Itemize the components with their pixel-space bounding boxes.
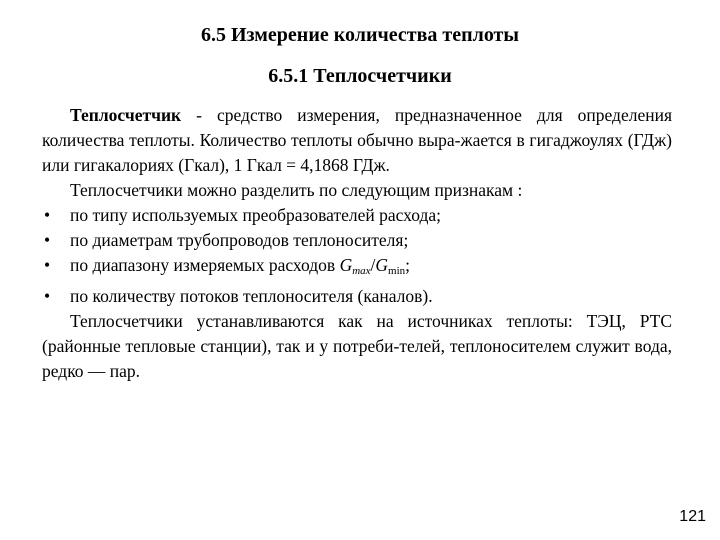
formula-sub-max: max (352, 265, 371, 277)
bullet-icon: • (44, 205, 51, 225)
list-item-text: по количеству потоков теплоносителя (каналов). (70, 286, 433, 306)
subsection-heading: 6.5.1 Теплосчетчики (268, 65, 452, 87)
bullet-icon: • (44, 255, 51, 275)
list-item-text: по диаметрам трубопроводов теплоносителя; (70, 230, 409, 250)
body-text (42, 103, 672, 384)
page-number: 121 (679, 508, 706, 525)
formula-g-min: G (375, 255, 389, 275)
bullet-icon: • (44, 230, 51, 250)
bullet-icon: • (44, 286, 51, 306)
list-item (42, 203, 672, 228)
formula-sub-min: min (388, 265, 406, 277)
list-item (42, 253, 672, 284)
list-item-text: по диапазону измеряемых расходов (70, 255, 340, 275)
list-item-text: по типу используемых преобразователей расхода; (70, 205, 442, 225)
definition-text: - средство измерения, предназначенное для определения количества теплоты. Количество теплоты обычно выра-жается в гигаджоулях (ГДж) или гигакалориях (Гкал), 1 Гкал = 4,1868 ГДж. (42, 105, 672, 175)
intro-paragraph: Теплосчетчики можно разделить по следующим признакам : (70, 180, 523, 200)
criteria-list (42, 203, 672, 309)
list-item (42, 284, 672, 309)
closing-paragraph: Теплосчетчики устанавливаются как на источниках теплоты: ТЭЦ, РТС (районные тепловые станции), так и у потреби-телей, теплоносителем служит вода, редко — пар. (42, 311, 672, 381)
section-heading: 6.5 Измерение количества теплоты (201, 24, 519, 46)
formula-end: ; (405, 255, 411, 275)
term: Теплосчетчик (70, 105, 182, 125)
formula-slash: / (370, 255, 376, 275)
flow-range-formula (340, 255, 410, 275)
definition-paragraph (42, 103, 672, 178)
formula-g-max: G (339, 255, 353, 275)
list-item (42, 228, 672, 253)
